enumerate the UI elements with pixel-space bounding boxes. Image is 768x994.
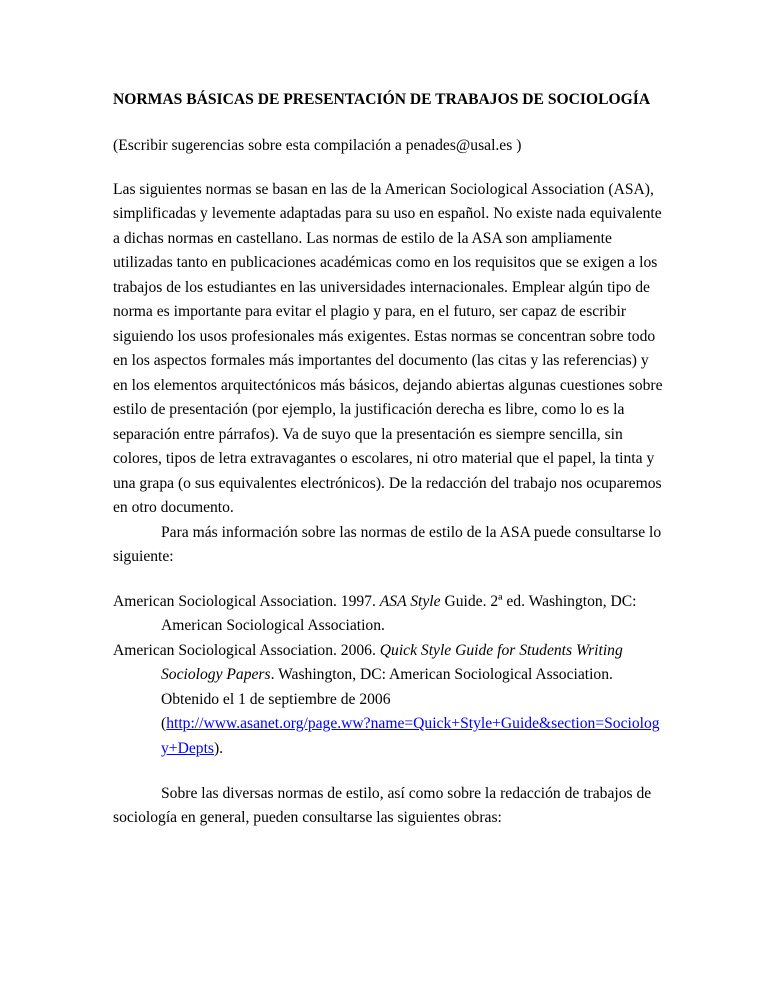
asanet-link[interactable]: http://www.asanet.org/page.ww?name=Quick+Style+Guide&section=Sociolog [166,715,660,732]
text-line: trabajos de los estudiantes en las universidades internacionales. Emplear algún tipo de [113,279,650,296]
text-line: sociología en general, pueden consultarse las siguientes obras: [113,809,502,826]
reference-line [161,663,613,687]
reference-line: Obtenido el 1 de septiembre de 2006 [161,691,391,708]
text: ( [161,715,167,732]
italic-title: Quick Style Guide for Students Writing [379,642,623,659]
text-line: siguiendo los usos profesionales más exigentes. Estas normas se concentran sobre todo [113,328,656,345]
text: . Washington, DC: American Sociological Association. [270,666,613,683]
text-line: colores, tipos de letra extravagantes o escolares, ni otro material que el papel, la tinta y [113,450,655,467]
text-line: siguiente: [113,548,174,565]
text-line: utilizadas tanto en publicaciones académicas como en los requisitos que se exigen a los [113,254,658,271]
reference-line [113,639,623,663]
reference-line [161,712,660,736]
document-title: NORMAS BÁSICAS DE PRESENTACIÓN DE TRABAJOS DE SOCIOLOGÍA [113,91,651,108]
text-line: Las siguientes normas se basan en las de la American Sociological Association (ASA), [113,181,654,198]
reference-line: American Sociological Association. [161,617,385,634]
italic-title: Sociology Papers [161,666,271,683]
reference-line [113,590,637,614]
italic-title: ASA Style [379,593,441,610]
text-line: separación entre párrafos). Va de suyo que la presentación es siempre sencilla, sin [113,426,623,443]
text: American Sociological Association. 2006. [113,642,380,659]
text-line: Para más información sobre las normas de estilo de la ASA puede consultarse lo [161,524,662,541]
text-line: en los aspectos formales más importantes del documento (las citas y las referencias) y [113,352,649,369]
text-line: a dichas normas en castellano. Las normas de estilo de la ASA son ampliamente [113,230,612,247]
contact-note: (Escribir sugerencias sobre esta compilación a penades@usal.es ) [113,137,522,154]
text-line: norma es importante para evitar el plagio y para, en el futuro, ser capaz de escribir [113,303,627,320]
text-line: simplificadas y levemente adaptadas para su uso en español. No existe nada equivalente [113,205,662,222]
reference-line [161,737,223,761]
text-line: estilo de presentación (por ejemplo, la justificación derecha es libre, como lo es la [113,401,625,418]
text: American Sociological Association. 1997. [113,593,380,610]
text-line: una grapa (o sus equivalentes electrónicos). De la redacción del trabajo nos ocuparemos [113,475,662,492]
asanet-link-continued[interactable]: y+Depts [161,740,214,757]
text-line: Sobre las diversas normas de estilo, así como sobre la redacción de trabajos de [161,785,652,802]
text-line: en los elementos arquitectónicos más básicos, dejando abiertas algunas cuestiones sobre [113,377,663,394]
text-line: en otro documento. [113,499,234,516]
text: Guide. 2ª ed. Washington, DC: [440,593,637,610]
text: ). [213,740,224,757]
